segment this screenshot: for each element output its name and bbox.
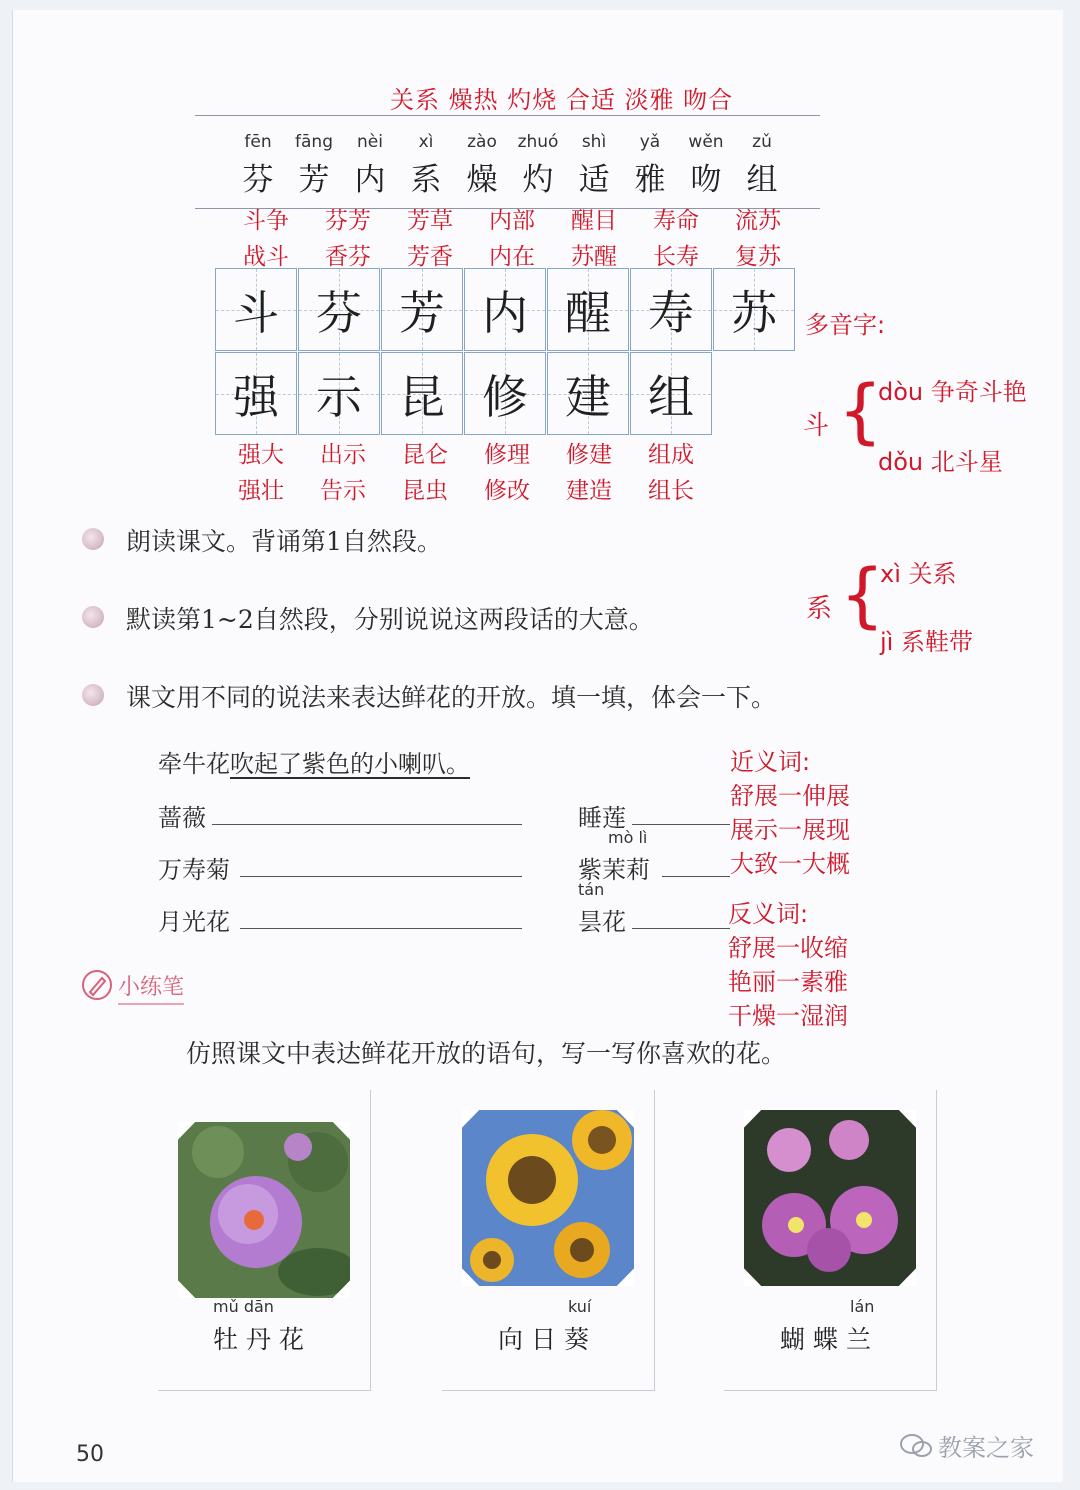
char-cell: zhuó 灼 — [517, 132, 559, 198]
fill-blank-5[interactable] — [662, 876, 730, 877]
fill-blank-4[interactable] — [632, 824, 730, 825]
grid-cell: 强 — [215, 352, 297, 435]
example-predicate: 吹起了紫色的小喇叭。 — [230, 750, 470, 778]
fill-blank-1[interactable] — [212, 824, 522, 825]
fill-label-6: 昙花 — [578, 908, 626, 936]
pinyin-moli: mò lì — [608, 828, 648, 847]
fill-blank-2[interactable] — [240, 876, 522, 877]
polyphone-char-xi: 系 — [806, 594, 833, 624]
top-annotation: 关系 燥热 灼烧 合适 淡雅 吻合 — [390, 86, 734, 114]
orchid-name: 蝴蝶兰 — [780, 1325, 880, 1354]
char-cell: fēn 芬 — [242, 132, 274, 198]
fill-label-5: 紫茉莉 — [578, 856, 650, 884]
synonym-1: 舒展一伸展 — [730, 782, 850, 810]
synonym-2: 展示一展现 — [730, 816, 850, 844]
watermark — [900, 1428, 1034, 1463]
brace-icon: { — [838, 370, 883, 452]
polyphone-dou-reading-2: dǒu 北斗星 — [878, 448, 1003, 476]
fill-label-4: 睡莲 — [578, 804, 626, 832]
pinyin-tan: tán — [578, 880, 605, 899]
task-bullet-icon — [82, 606, 104, 628]
task-bullet-icon — [82, 684, 104, 706]
orchid-image — [744, 1110, 916, 1286]
antonym-2: 艳丽一素雅 — [728, 968, 848, 996]
sunflower-photo — [462, 1110, 634, 1286]
fill-label-1: 蔷薇 — [158, 804, 206, 832]
char-cell: shì 适 — [578, 132, 610, 198]
brace-icon: { — [840, 554, 885, 636]
orchid-pinyin: lán — [850, 1297, 875, 1316]
sunflower-image — [462, 1110, 634, 1286]
grid-cell: 建 — [547, 352, 629, 435]
sunflower-pinyin: kuí — [568, 1297, 592, 1316]
char-cell: nèi 内 — [354, 132, 386, 198]
polyphone-title: 多音字: — [805, 311, 886, 339]
grid-cell: 芬 — [298, 268, 380, 351]
synonyms-title: 近义词: — [730, 748, 811, 776]
words-row-1: 斗争 芬芳 芳草 内部 醒目 寿命 流苏 — [243, 208, 781, 234]
grid-cell: 内 — [464, 268, 546, 351]
orchid-photo — [744, 1110, 916, 1286]
char-cell: wěn 吻 — [688, 132, 724, 198]
char-cell: xì 系 — [410, 132, 442, 198]
practice-label: 小练笔 — [118, 970, 184, 1005]
pen-icon — [80, 968, 114, 1002]
example-sentence — [158, 744, 470, 779]
synonym-3: 大致一大概 — [730, 850, 850, 878]
char-cell: yǎ 雅 — [634, 132, 666, 198]
grid-cell: 醒 — [547, 268, 629, 351]
task-1: 朗读课文。背诵第1自然段。 — [126, 527, 442, 556]
char-cell: zào 燥 — [466, 132, 498, 198]
words-row-4: 强壮 告示 昆虫 修改 建造 组长 — [238, 478, 694, 504]
words-row-3: 强大 出示 昆仑 修理 修建 组成 — [238, 442, 694, 468]
grid-cell: 昆 — [381, 352, 463, 435]
peony-photo — [178, 1122, 350, 1298]
page-number: 50 — [76, 1442, 104, 1467]
grid-cell: 芳 — [381, 268, 463, 351]
writing-grid — [215, 268, 800, 438]
fill-blank-3[interactable] — [240, 928, 522, 929]
practice-prompt: 仿照课文中表达鲜花开放的语句，写一写你喜欢的花。 — [186, 1039, 787, 1068]
sunflower-name: 向日葵 — [498, 1325, 598, 1354]
words-row-2: 战斗 香芬 芳香 内在 苏醒 长寿 复苏 — [243, 244, 781, 270]
practice-header — [80, 968, 114, 1006]
grid-cell: 苏 — [713, 268, 795, 351]
antonym-1: 舒展一收缩 — [728, 934, 848, 962]
peony-name: 牡丹花 — [213, 1325, 313, 1354]
polyphone-char-dou: 斗 — [803, 411, 830, 441]
antonyms-title: 反义词: — [728, 900, 809, 928]
grid-cell: 斗 — [215, 268, 297, 351]
task-bullet-icon — [82, 528, 104, 550]
grid-cell: 组 — [630, 352, 712, 435]
task-3: 课文用不同的说法来表达鲜花的开放。填一填，体会一下。 — [126, 683, 777, 712]
peony-image — [178, 1122, 350, 1298]
watermark-text: 教案之家 — [938, 1434, 1034, 1462]
grid-cell: 示 — [298, 352, 380, 435]
fill-label-2: 万寿菊 — [158, 856, 230, 884]
top-rule — [195, 115, 820, 116]
example-subject: 牵牛花 — [158, 750, 230, 778]
polyphone-xi-reading-1: xì 关系 — [880, 560, 957, 588]
task-2: 默读第1~2自然段，分别说说这两段话的大意。 — [126, 605, 654, 634]
fill-label-3: 月光花 — [158, 908, 230, 936]
grid-cell: 修 — [464, 352, 546, 435]
polyphone-xi-reading-2: jì 系鞋带 — [880, 628, 973, 656]
polyphone-dou-reading-1: dòu 争奇斗艳 — [878, 378, 1027, 406]
pinyin-character-row — [230, 132, 790, 199]
wechat-icon — [900, 1433, 932, 1459]
peony-pinyin: mǔ dān — [213, 1297, 274, 1316]
char-cell: fāng 芳 — [295, 132, 333, 198]
char-cell: zǔ 组 — [746, 132, 778, 198]
fill-blank-6[interactable] — [632, 928, 730, 929]
antonym-3: 干燥一湿润 — [728, 1002, 848, 1030]
grid-cell: 寿 — [630, 268, 712, 351]
